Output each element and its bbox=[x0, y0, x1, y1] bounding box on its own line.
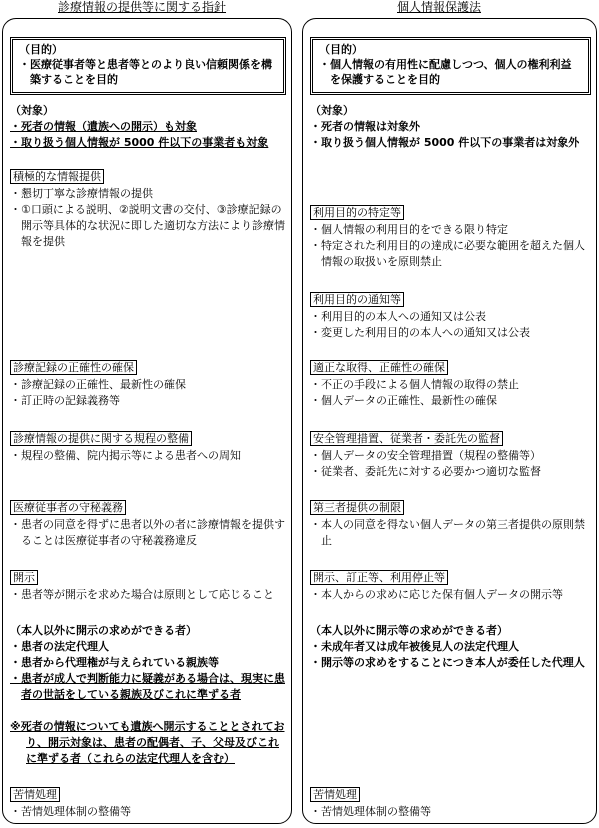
left-section-accuracy bbox=[10, 360, 285, 409]
left-section-confidentiality bbox=[10, 500, 285, 549]
right-section-purpose-spec bbox=[310, 205, 590, 270]
right-section-item: ・特定された利用目的の達成に必要な範囲を超えた個人情報の取扱いを原則禁止 bbox=[310, 239, 585, 268]
left-section-item: ・患者等が開示を求めた場合は原則として応じること bbox=[10, 588, 274, 601]
left-section-heading: 開示 bbox=[10, 570, 38, 585]
right-section-purpose-notice bbox=[310, 292, 590, 341]
left-section-item: ・診療記録の正確性、最新性の確保 bbox=[10, 378, 186, 391]
left-section-heading: 医療従事者の守秘義務 bbox=[10, 500, 126, 515]
left-others-item: ・患者から代理権が与えられている親族等 bbox=[10, 656, 219, 669]
right-section-security bbox=[310, 431, 590, 480]
left-scope-heading: （対象） bbox=[10, 104, 54, 117]
left-section-heading: 診療情報の提供に関する規程の整備 bbox=[10, 431, 192, 446]
left-section-disclosure bbox=[10, 570, 285, 603]
left-column-title: 診療情報の提供等に関する指針 bbox=[58, 0, 227, 14]
right-others-item: ・開示等の求めをすることにつき本人が委任した代理人 bbox=[310, 656, 585, 669]
left-scope-item: ・死者の情報（遺族への開示）も対象 bbox=[10, 120, 197, 133]
right-section-item: ・本人の同意を得ない個人データの第三者提供の原則禁止 bbox=[310, 518, 585, 547]
left-section-item: ・患者の同意を得ずに患者以外の者に診療情報を提供することは医療従事者の守秘義務違反 bbox=[10, 518, 285, 547]
right-section-acquisition bbox=[310, 360, 590, 409]
left-complaint bbox=[10, 787, 285, 820]
right-others bbox=[310, 623, 590, 671]
left-note bbox=[10, 719, 285, 767]
right-column-title: 個人情報保護法 bbox=[397, 0, 482, 14]
right-others-item: ・未成年者又は成年被後見人の法定代理人 bbox=[310, 640, 519, 653]
right-complaint bbox=[310, 787, 590, 820]
left-others-heading: （本人以外に開示の求めができる者） bbox=[10, 624, 197, 637]
right-section-heading: 適正な取得、正確性の確保 bbox=[310, 360, 448, 375]
left-others-item: ・患者の法定代理人 bbox=[10, 640, 109, 653]
right-section-item: ・個人情報の利用目的をできる限り特定 bbox=[310, 223, 508, 236]
right-section-item: ・変更した利用目的の本人への通知又は公表 bbox=[310, 326, 530, 339]
left-note-text: ※死者の情報についても遺族へ開示することとされており、開示対象は、患者の配偶者、子、父母及びこれに準ずる者（これらの法定代理人を含む） bbox=[10, 720, 285, 765]
left-purpose-box bbox=[10, 37, 286, 95]
left-others bbox=[10, 623, 285, 703]
right-scope-item: ・死者の情報は対象外 bbox=[310, 120, 420, 133]
right-section-item: ・不正の手段による個人情報の取得の禁止 bbox=[310, 378, 519, 391]
right-purpose-heading: （目的） bbox=[319, 43, 363, 56]
right-others-heading: （本人以外に開示等の求めができる者） bbox=[310, 624, 508, 637]
right-section-heading: 利用目的の通知等 bbox=[310, 292, 404, 307]
left-section-item: ・①口頭による説明、②説明文書の交付、③診療記録の開示等具体的な状況に即した適切な方法により診療情報を提供 bbox=[10, 203, 285, 248]
right-section-heading: 安全管理措置、従業者・委託先の監督 bbox=[310, 431, 503, 446]
right-section-third-party bbox=[310, 500, 590, 549]
right-section-heading: 開示、訂正等、利用停止等 bbox=[310, 570, 448, 585]
right-section-heading: 利用目的の特定等 bbox=[310, 205, 404, 220]
right-section-item: ・個人データの正確性、最新性の確保 bbox=[310, 394, 497, 407]
right-scope-item: ・取り扱う個人情報が 5000 件以下の事業者は対象外 bbox=[310, 136, 580, 149]
left-others-item: ・患者が成人で判断能力に疑義がある場合は、現実に患者の世話をしている親族及びこれに準ずる者 bbox=[10, 672, 285, 701]
left-purpose-heading: （目的） bbox=[19, 43, 63, 56]
right-column bbox=[302, 18, 597, 824]
left-scope bbox=[10, 103, 285, 151]
left-section-heading: 苦情処理 bbox=[10, 787, 60, 802]
left-column bbox=[2, 18, 292, 824]
right-section-heading: 第三者提供の制限 bbox=[310, 500, 404, 515]
left-section-heading: 診療記録の正確性の確保 bbox=[10, 360, 137, 375]
left-section-item: ・規程の整備、院内掲示等による患者への周知 bbox=[10, 449, 241, 462]
left-section-heading: 積極的な情報提供 bbox=[10, 169, 104, 184]
left-purpose-text: ・医療従事者等と患者等とのより良い信頼関係を構築することを目的 bbox=[19, 58, 272, 86]
right-section-item: ・利用目的の本人への通知又は公表 bbox=[310, 310, 486, 323]
left-scope-item: ・取り扱う個人情報が 5000 件以下の事業者も対象 bbox=[10, 136, 269, 149]
right-purpose-box bbox=[310, 37, 591, 95]
right-section-item: ・個人データの安全管理措置（規程の整備等） bbox=[310, 449, 541, 462]
right-scope bbox=[310, 103, 590, 151]
right-section-heading: 苦情処理 bbox=[310, 787, 360, 802]
right-scope-heading: （対象） bbox=[310, 104, 354, 117]
right-section-disclosure bbox=[310, 570, 590, 603]
right-section-item: ・苦情処理体制の整備等 bbox=[310, 805, 431, 818]
left-section-rules bbox=[10, 431, 285, 464]
left-section-item: ・懇切丁寧な診療情報の提供 bbox=[10, 187, 153, 200]
left-section-item: ・訂正時の記録義務等 bbox=[10, 394, 120, 407]
left-section-item: ・苦情処理体制の整備等 bbox=[10, 805, 131, 818]
right-section-item: ・従業者、委託先に対する必要かつ適切な監督 bbox=[310, 465, 541, 478]
left-section-proactive bbox=[10, 169, 285, 250]
right-purpose-text: ・個人情報の有用性に配慮しつつ、個人の権利利益を保護することを目的 bbox=[319, 58, 572, 86]
right-section-item: ・本人からの求めに応じた保有個人データの開示等 bbox=[310, 588, 563, 601]
